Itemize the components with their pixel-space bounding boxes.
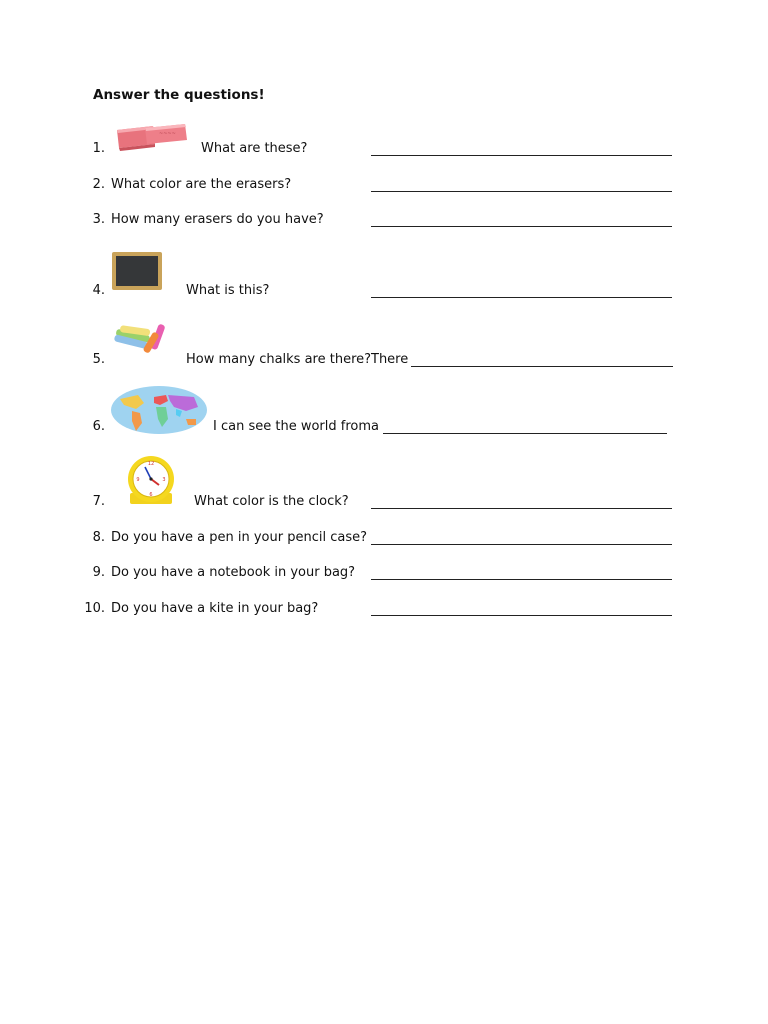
chalk-icon (112, 322, 172, 358)
answer-line[interactable] (371, 191, 672, 192)
svg-text:3: 3 (162, 477, 166, 483)
question-text: Do you have a notebook in your bag? (111, 565, 356, 580)
world-map-icon (110, 385, 208, 435)
answer-line[interactable] (371, 579, 672, 580)
question-number: 6. (92, 419, 105, 434)
answer-prefix: a (371, 419, 379, 434)
question-number: 1. (92, 141, 105, 156)
answer-line[interactable] (371, 297, 672, 298)
question-text: What color are the erasers? (111, 177, 292, 192)
question-text: How many erasers do you have? (111, 212, 324, 227)
chalkboard-icon (112, 252, 162, 290)
question-number: 8. (92, 530, 105, 545)
svg-text:6: 6 (149, 492, 153, 498)
answer-line[interactable] (411, 366, 673, 367)
answer-line[interactable] (371, 615, 672, 616)
question-number: 7. (92, 494, 105, 509)
answer-line[interactable] (371, 544, 672, 545)
question-number: 5. (92, 352, 105, 367)
svg-text:12: 12 (147, 461, 155, 467)
question-text: What color is the clock? (194, 494, 349, 509)
answer-line[interactable] (371, 226, 672, 227)
question-number: 10. (84, 601, 105, 616)
question-text: I can see the world from (213, 419, 371, 434)
answer-line[interactable] (383, 433, 667, 434)
svg-text:9: 9 (136, 477, 140, 483)
answer-line[interactable] (371, 155, 672, 156)
svg-text:~~~~: ~~~~ (159, 131, 176, 137)
question-text: How many chalks are there? (186, 352, 372, 367)
eraser-icon (113, 120, 191, 154)
question-text: What is this? (186, 283, 270, 298)
question-text: Do you have a pen in your pencil case? (111, 530, 367, 545)
clock-icon (124, 455, 178, 505)
question-text: Do you have a kite in your bag? (111, 601, 319, 616)
question-number: 9. (92, 565, 105, 580)
answer-line[interactable] (371, 508, 672, 509)
worksheet-title: Answer the questions! (93, 87, 265, 103)
answer-prefix: There (371, 352, 409, 367)
question-text: What are these? (201, 141, 308, 156)
question-number: 3. (92, 212, 105, 227)
question-number: 4. (92, 283, 105, 298)
question-number: 2. (92, 177, 105, 192)
